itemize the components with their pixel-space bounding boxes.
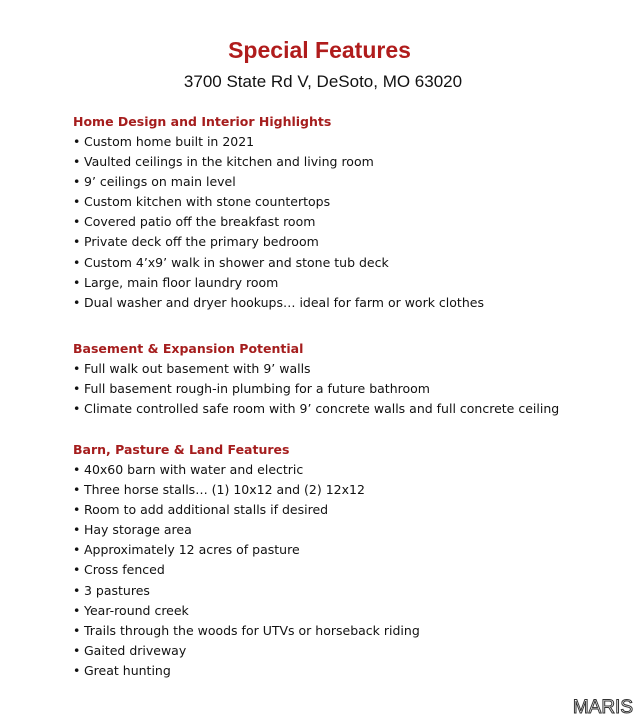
list-item-text: Great hunting	[84, 662, 171, 678]
list-item-text: Custom 4’x9’ walk in shower and stone tub deck	[84, 254, 389, 270]
list-item-text: Three horse stalls… (1) 10x12 and (2) 12x12	[84, 482, 365, 498]
list-item	[73, 581, 420, 601]
bullet-icon: •	[73, 134, 81, 149]
section-heading: Home Design and Interior Highlights	[73, 114, 332, 129]
list-item-text: 9’ ceilings on main level	[84, 174, 236, 190]
list-item-text: Custom home built in 2021	[84, 134, 255, 149]
bullet-icon: •	[73, 401, 81, 417]
list-item-text: 40x60 barn with water and electric	[84, 462, 304, 477]
bullet-icon: •	[73, 662, 81, 678]
list-item	[73, 132, 484, 152]
list-item-text: Private deck off the primary bedroom	[84, 234, 319, 250]
section-home-design	[73, 112, 484, 313]
list-item-text: Approximately 12 acres of pasture	[84, 542, 300, 558]
bullet-icon: •	[73, 622, 81, 638]
list-item	[73, 601, 420, 621]
list-item	[73, 520, 420, 540]
bullet-icon: •	[73, 294, 81, 310]
list-item-text: Custom kitchen with stone countertops	[84, 194, 331, 210]
section-basement	[73, 339, 559, 419]
section-heading: Basement & Expansion Potential	[73, 341, 304, 356]
list-item-text: Large, main floor laundry room	[84, 274, 279, 290]
list-item-text: Room to add additional stalls if desired	[84, 502, 329, 518]
section-heading: Barn, Pasture & Land Features	[73, 442, 290, 457]
list-item	[73, 293, 484, 313]
property-address: 3700 State Rd V, DeSoto, MO 63020	[183, 72, 463, 91]
list-item-text: 3 pastures	[84, 582, 150, 598]
bullet-icon: •	[73, 274, 81, 290]
list-item-text: Vaulted ceilings in the kitchen and living room	[84, 154, 374, 170]
list-item	[73, 172, 484, 192]
page-title: Special Features	[228, 37, 411, 63]
list-item-text: Trails through the woods for UTVs or horseback riding	[84, 622, 420, 638]
list-item	[73, 212, 484, 232]
bullet-icon: •	[73, 154, 81, 170]
bullet-icon: •	[73, 522, 81, 538]
list-item	[73, 253, 484, 273]
list-item	[73, 460, 420, 480]
feature-list	[73, 132, 484, 313]
bullet-icon: •	[73, 642, 81, 658]
feature-list	[73, 460, 420, 681]
maris-watermark: MARIS	[572, 697, 633, 718]
bullet-icon: •	[73, 381, 81, 397]
bullet-icon: •	[73, 542, 81, 558]
list-item	[73, 641, 420, 661]
list-item	[73, 192, 484, 212]
bullet-icon: •	[73, 174, 81, 190]
bullet-icon: •	[73, 602, 81, 618]
feature-list	[73, 359, 559, 419]
section-barn-pasture	[73, 440, 420, 681]
list-item	[73, 480, 420, 500]
bullet-icon: •	[73, 234, 81, 250]
list-item-text: Dual washer and dryer hookups… ideal for farm or work clothes	[84, 294, 484, 310]
bullet-icon: •	[73, 582, 81, 598]
bullet-icon: •	[73, 214, 81, 230]
list-item	[73, 560, 420, 580]
bullet-icon: •	[73, 462, 81, 477]
bullet-icon: •	[73, 194, 81, 210]
list-item	[73, 273, 484, 293]
list-item	[73, 399, 559, 419]
list-item	[73, 232, 484, 252]
bullet-icon: •	[73, 361, 81, 376]
bullet-icon: •	[73, 254, 81, 270]
list-item	[73, 359, 559, 379]
list-item	[73, 500, 420, 520]
list-item	[73, 152, 484, 172]
list-item-text: Cross fenced	[84, 562, 165, 578]
list-item	[73, 540, 420, 560]
list-item	[73, 661, 420, 681]
list-item-text: Gaited driveway	[84, 642, 187, 658]
list-item-text: Full walk out basement with 9’ walls	[84, 361, 311, 376]
list-item-text: Climate controlled safe room with 9’ concrete walls and full concrete ceiling	[84, 401, 560, 417]
list-item-text: Full basement rough-in plumbing for a future bathroom	[84, 381, 430, 397]
list-item	[73, 379, 559, 399]
list-item-text: Covered patio off the breakfast room	[84, 214, 316, 230]
bullet-icon: •	[73, 482, 81, 498]
list-item-text: Hay storage area	[84, 522, 192, 538]
list-item-text: Year-round creek	[84, 602, 189, 618]
bullet-icon: •	[73, 562, 81, 578]
list-item	[73, 621, 420, 641]
bullet-icon: •	[73, 502, 81, 518]
